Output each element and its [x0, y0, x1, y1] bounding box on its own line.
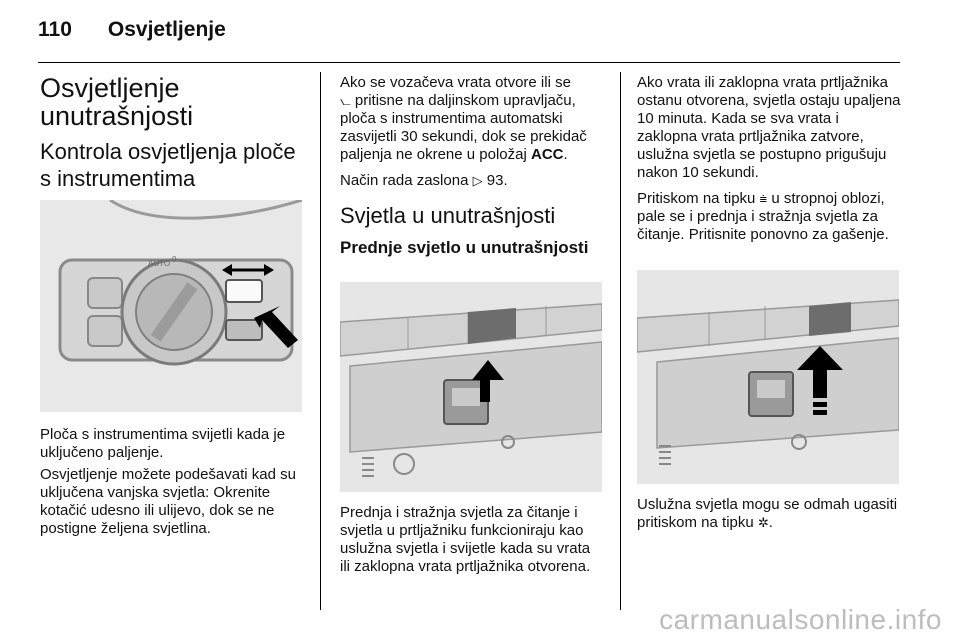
page-number: 110	[38, 18, 72, 41]
front-interior-light-figure	[340, 282, 602, 492]
paragraph: Osvjetljenje možete podešavati kad su uključena vanjska svjetla: Okrenite kotačić udesno ili ulijevo, dok se ne postigne željena svjetlina.	[40, 466, 296, 537]
watermark: carmanualsonline.info	[659, 604, 942, 635]
service-light-figure	[637, 270, 899, 484]
unlock-icon: ⦦	[340, 93, 351, 108]
reading-light-icon: ⩧	[759, 191, 768, 206]
column-divider	[320, 72, 321, 610]
dial-label-auto: AUTO	[148, 259, 171, 268]
paragraph-part: u stropnoj oblozi, pale se i prednja i stražnja svjetla za čitanje. Pritisnite ponovno za gašenje.	[637, 190, 889, 243]
paragraph: Ako vrata ili zaklopna vrata prtljažnika ostanu otvorena, svjetla ostaju upaljena 10 minuta. Kada se sva vrata i zaklopna vrata prtljažnika zatvore, uslužna svjetla se postupno prigušuju nakon 10 sekundi.	[637, 74, 901, 181]
paragraph-part: Pritiskom na tipku	[637, 190, 756, 207]
page-title: Osvjetljenje unutrašnjosti	[40, 73, 194, 131]
page-reference-icon[interactable]: ▷	[472, 173, 483, 188]
header-rule	[38, 62, 900, 63]
punctuation: .	[768, 514, 773, 531]
paragraph-part: Uslužna svjetla mogu se odmah ugasiti pritiskom na tipku	[637, 496, 898, 531]
page-header	[38, 18, 226, 42]
page-reference[interactable]: 93.	[486, 172, 508, 189]
column-1-body	[40, 426, 308, 538]
section-heading: Svjetla u unutrašnjosti	[340, 203, 556, 228]
paragraph: Prednja i stražnja svjetla za čitanje i svjetla u prtljažniku funkcioniraju kao uslužna svjetla i svijetle kada su vrata ili zaklopna vrata prtljažnika otvorena.	[340, 504, 591, 575]
dial-label-zero: 0	[172, 255, 177, 264]
punctuation: .	[563, 146, 568, 163]
subsection-heading: Prednje svjetlo u unutrašnjosti	[340, 238, 589, 257]
paragraph-part: pritisne na daljinskom upravljaču, ploča s instrumentima automatski zasvijetli 30 sekundi, dok se prekidač paljenja ne okrene u položaj	[340, 92, 587, 163]
column-divider	[620, 72, 621, 610]
section-title: Osvjetljenje	[107, 18, 226, 41]
column-2-body	[340, 504, 604, 576]
column-1	[40, 74, 308, 192]
instrument-dimmer-figure	[40, 200, 302, 412]
section-subtitle: Kontrola osvjetljenja ploče s instrumentima	[40, 139, 296, 191]
service-light-icon: ✲	[757, 515, 769, 530]
acc-position: ACC	[530, 146, 564, 163]
column-2	[340, 74, 604, 259]
paragraph-part: Način rada zaslona	[340, 172, 469, 189]
column-3-body	[637, 496, 901, 532]
column-3	[637, 74, 901, 244]
paragraph: Ploča s instrumentima svijetli kada je uključeno paljenje.	[40, 426, 286, 461]
paragraph-part: Ako se vozačeva vrata otvore ili se	[340, 74, 571, 91]
